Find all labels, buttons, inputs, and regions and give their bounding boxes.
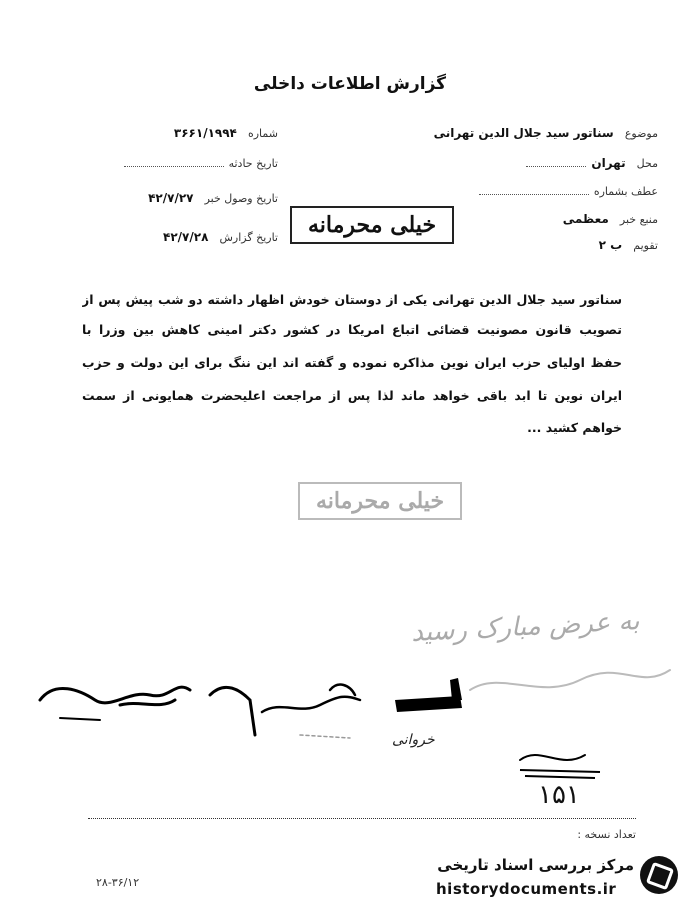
handwritten-note-2: خروانی [392,732,435,748]
report-date-value: ۴۲/۷/۲۸ [163,230,209,244]
classification-stamp-top: خیلی محرمانه [290,206,454,244]
body-line-1: سناتور سید جلال الدین تهرانی یکی از دوستان خودش اظهار داشته دو شب پیش پس از [82,292,622,307]
document-code: ۲۸-۳۶/۱۲ [96,876,140,889]
handwritten-note-3: ۱۵۱ [538,780,580,810]
receipt-date-value: ۴۲/۷/۲۷ [148,191,194,205]
handwritten-note-1: به عرض مبارک رسید [410,606,641,648]
signature-dark-mark [395,678,462,712]
number-value: ۳۶۶۱/۱۹۹۴ [173,126,237,140]
copies-label: تعداد نسخه : [577,828,636,841]
event-date-label: تاریخ حادثه [228,157,278,170]
source-value: معظمی [562,212,609,226]
evaluation-label: تقویم [633,239,658,252]
signature-middle [262,685,360,738]
place-value: تهران [591,156,626,170]
subject-value: سناتور سید جلال الدین تهرانی [433,126,614,140]
ref-label: عطف بشماره [593,185,658,198]
classification-stamp-middle: خیلی محرمانه [298,482,462,520]
number-label: شماره [247,127,278,140]
subject-label: موضوع [624,127,658,140]
watermark-logo-icon [640,856,678,894]
body-line-4: ایران نوین تا ابد باقی خواهد ماند لذا پس از مراجعت اعلیحضرت همایونی از سمت [82,388,622,403]
body-line-2: تصویب قانون مصونیت قضائی اتباع امریکا در کشور دکتر امینی کاهش بین وزرا با [82,322,622,337]
underline-marks [520,770,600,778]
body-line-5: خواهم کشید ... [527,420,622,435]
signature-left [40,687,255,735]
receipt-date-label: تاریخ وصول خبر [204,192,278,205]
handwriting-right-faded [470,670,670,760]
report-date-label: تاریخ گزارش [219,231,278,244]
body-line-3: حفظ اولیای حزب ایران نوین مذاکره نموده و گفته اند این ننگ برای این دولت و حزب [82,355,622,370]
watermark-url: historydocuments.ir [436,880,617,898]
source-label: منبع خبر [619,213,658,226]
place-label: محل [636,157,658,170]
footer-divider [88,818,636,819]
evaluation-value: ب ۲ [598,238,623,252]
watermark-fa: مرکز بررسی اسناد تاریخی [437,856,634,874]
report-title: گزارش اطلاعات داخلی [253,74,447,94]
